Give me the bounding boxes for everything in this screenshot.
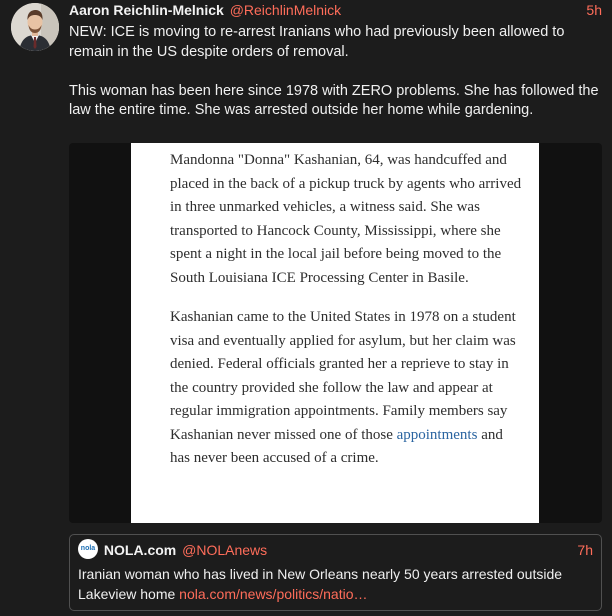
article-text <box>170 149 522 471</box>
post-paragraph: NEW: ICE is moving to re-arrest Iranians who had previously been allowed to remain in the US despite orders of removal. <box>69 24 565 60</box>
author-handle[interactable]: @ReichlinMelnick <box>229 2 342 18</box>
author-avatar[interactable] <box>11 3 59 51</box>
quoted-post-header <box>78 541 593 561</box>
post-timestamp[interactable]: 5h <box>586 2 602 18</box>
quoted-post-timestamp[interactable]: 7h <box>577 542 593 558</box>
quoted-author-handle[interactable]: @NOLAnews <box>182 542 268 558</box>
author-name[interactable]: Aaron Reichlin-Melnick <box>69 2 224 18</box>
quoted-post[interactable] <box>69 534 602 611</box>
article-paragraph-text: and has never been accused of a crime. <box>170 426 503 466</box>
quoted-post-link[interactable]: nola.com/news/politics/natio… <box>179 585 368 602</box>
article-paragraph <box>170 306 522 471</box>
post-media[interactable] <box>69 143 602 523</box>
quoted-author-name[interactable]: NOLA.com <box>103 542 177 558</box>
quoted-avatar-logo: nola <box>80 545 96 553</box>
post-paragraph: This woman has been here since 1978 with ZERO problems. She has followed the law the entire time. She was arrested outside her home while gardening. <box>69 82 599 118</box>
post-body <box>69 23 599 121</box>
article-screenshot-image <box>131 143 539 523</box>
quoted-author-avatar[interactable] <box>78 539 98 559</box>
article-paragraph: Mandonna "Donna" Kashanian, 64, was handcuffed and placed in the back of a pickup truck by agents who arrived in three unmarked vehicles, a witness said. She was transported to Hancock County, Mississippi, where she spent a night in the local jail before being moved to the South Louisiana ICE Processing Center in Basile. <box>170 152 522 286</box>
article-paragraph-text: Kashanian came to the United States in 1978 on a student visa and eventually applied for asylum, but her claim was denied. Federal officials granted her a reprieve to stay in the country provided she follow the law and appear at regular immigration appointments. Family members say Kashanian never missed one of those <box>170 309 516 443</box>
quoted-post-text: Iranian woman who has lived in New Orleans nearly 50 years arrested outside Lakeview home <box>78 566 563 602</box>
quoted-post-body <box>78 565 588 604</box>
post-header <box>69 2 602 20</box>
article-link: appointments <box>396 426 478 443</box>
